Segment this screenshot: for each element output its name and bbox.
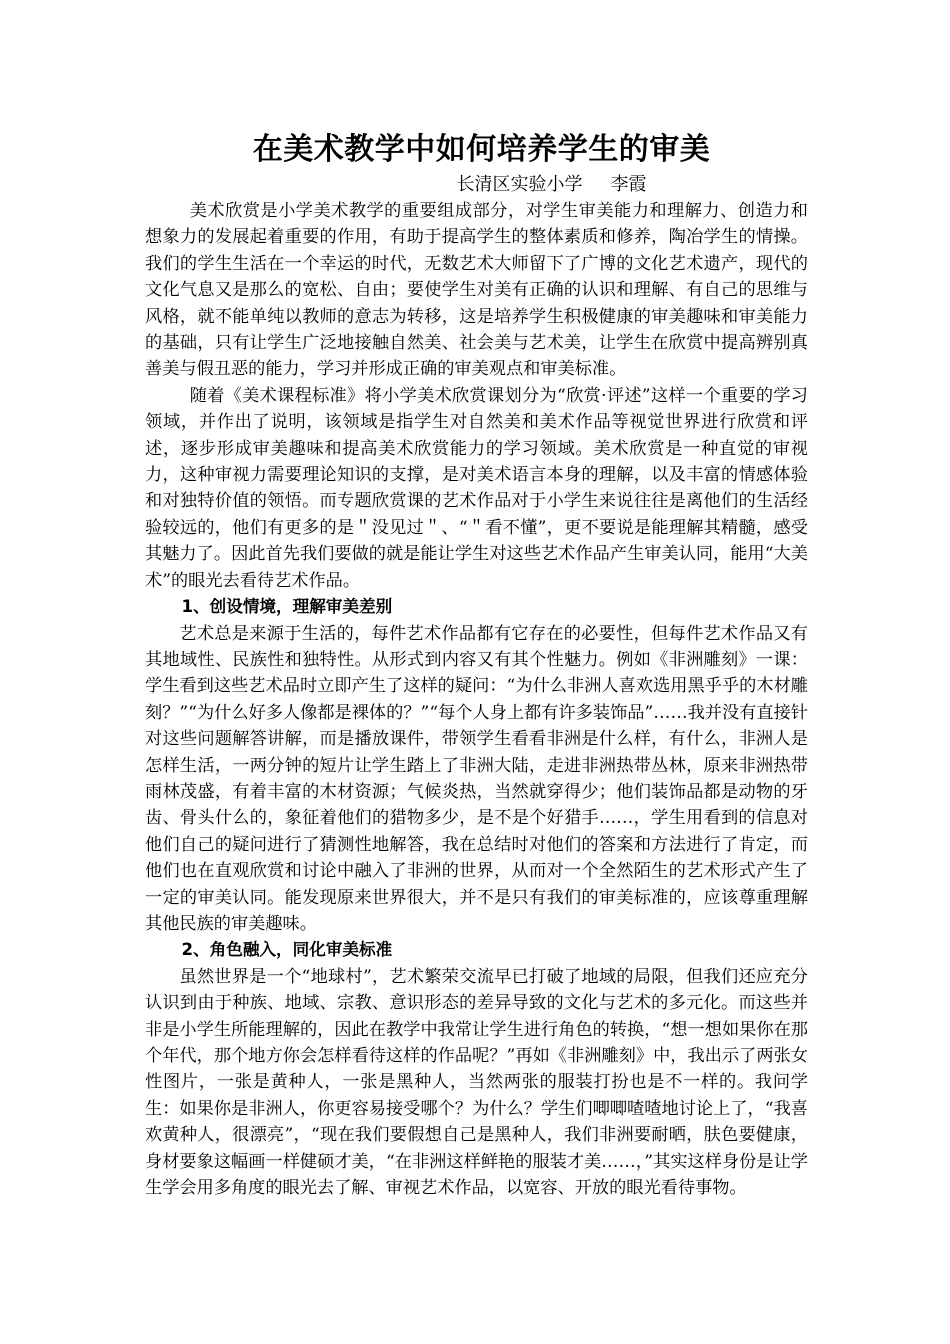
intro-paragraph: 美术欣赏是小学美术教学的重要组成部分，对学生审美能力和理解力、创造力和想象力的发展起着重要的作用，有助于提高学生的整体素质和修养，陶冶学生的情操。我们的学生生活在一个幸运的时代，无数艺术大师留下了广博的文化艺术遗产，现代的文化气息又是那么的宽松、自由；要使学生对美有正确的认识和理解、有自己的思维与风格，就不能单纯以教师的意志为转移，这是培养学生积极健康的审美趣味和审美能力的基础，只有让学生广泛地接触自然美、社会美与艺术美，让学生在欣赏中提高辨别真善美与假丑恶的能力，学习并形成正确的审美观点和审美标准。 <box>145 201 808 380</box>
document-title: 在美术教学中如何培养学生的审美 <box>252 132 711 167</box>
section-1-body: 艺术总是来源于生活的，每件艺术作品都有它存在的必要性，但每件艺术作品又有其地域性、民族性和独特性。从形式到内容又有其个性魅力。例如《非洲雕刻》一课：学生看到这些艺术品时立即产生了这样的疑问：“为什么非洲人喜欢选用黑乎乎的木材雕刻？”“为什么好多人像都是裸体的？”“每个人身上都有许多装饰品”……我并没有直接针对这些问题解答讲解，而是播放课件，带领学生看看非洲是什么样，有什么，非洲人是怎样生活，一两分钟的短片让学生踏上了非洲大陆，走进非洲热带丛林，原来非洲热带雨林茂盛，有着丰富的木材资源；气候炎热，当然就穿得少；他们装饰品都是动物的牙齿、骨头什么的，象征着他们的猎物多少，是不是个好猎手……，学生用看到的信息对他们自己的疑问进行了猜测性地解答，我在总结时对他们的答案和方法进行了肯定，而他们也在直观欣赏和讨论中融入了非洲的世界，从而对一个全然陌生的艺术形式产生了一定的审美认同。能发现原来世界很大，并不是只有我们的审美标准的，应该尊重理解其他民族的审美趣味。 <box>145 623 808 934</box>
author-name: 李霞 <box>610 174 647 195</box>
section-2-body: 虽然世界是一个“地球村”，艺术繁荣交流早已打破了地域的局限，但我们还应充分认识到由于种族、地域、宗教、意识形态的差异导致的文化与艺术的多元化。而这些并非是小学生所能理解的，因此在教学中我常让学生进行角色的转换，“想一想如果你在那个年代，那个地方你会怎样看待这样的作品呢？”再如《非洲雕刻》中，我出示了两张女性图片，一张是黄种人，一张是黑种人，当然两张的服装打扮也是不一样的。我问学生：如果你是非洲人，你更容易接受哪个？为什么？学生们唧唧喳喳地讨论上了，“我喜欢黄种人，很漂亮”，“现在我们要假想自己是黑种人，我们非洲要耐晒，肤色要健康，身材要象这幅画一样健硕才美，“在非洲这样鲜艳的服装才美……，”其实这样身份是让学生学会用多角度的眼光去了解、审视艺术作品，以宽容、开放的眼光看待事物。 <box>145 966 808 1199</box>
school-name: 长清区实验小学 <box>456 174 583 195</box>
standard-paragraph: 随着《美术课程标准》将小学美术欣赏课划分为“欣赏·评述”这样一个重要的学习领域，并作出了说明，该领域是指学生对自然美和美术作品等视觉世界进行欣赏和评述，逐步形成审美趣味和提高美术欣赏能力的学习领域。美术欣赏是一种直觉的审视力，这种审视力需要理论知识的支撑，是对美术语言本身的理解，以及丰富的情感体验和对独特价值的领悟。而专题欣赏课的艺术作品对于小学生来说往往是离他们的生活经验较远的，他们有更多的是＂没见过＂、“＂看不懂”，更不要说是能理解其精髓，感受其魅力了。因此首先我们要做的就是能让学生对这些艺术作品产生审美认同，能用“大美术”的眼光去看待艺术作品。 <box>145 385 808 591</box>
section-1-heading: 1、创设情境，理解审美差别 <box>181 597 393 617</box>
section-2-heading: 2、角色融入，同化审美标准 <box>181 940 393 960</box>
document-page <box>145 130 808 1201</box>
byline <box>145 172 808 198</box>
